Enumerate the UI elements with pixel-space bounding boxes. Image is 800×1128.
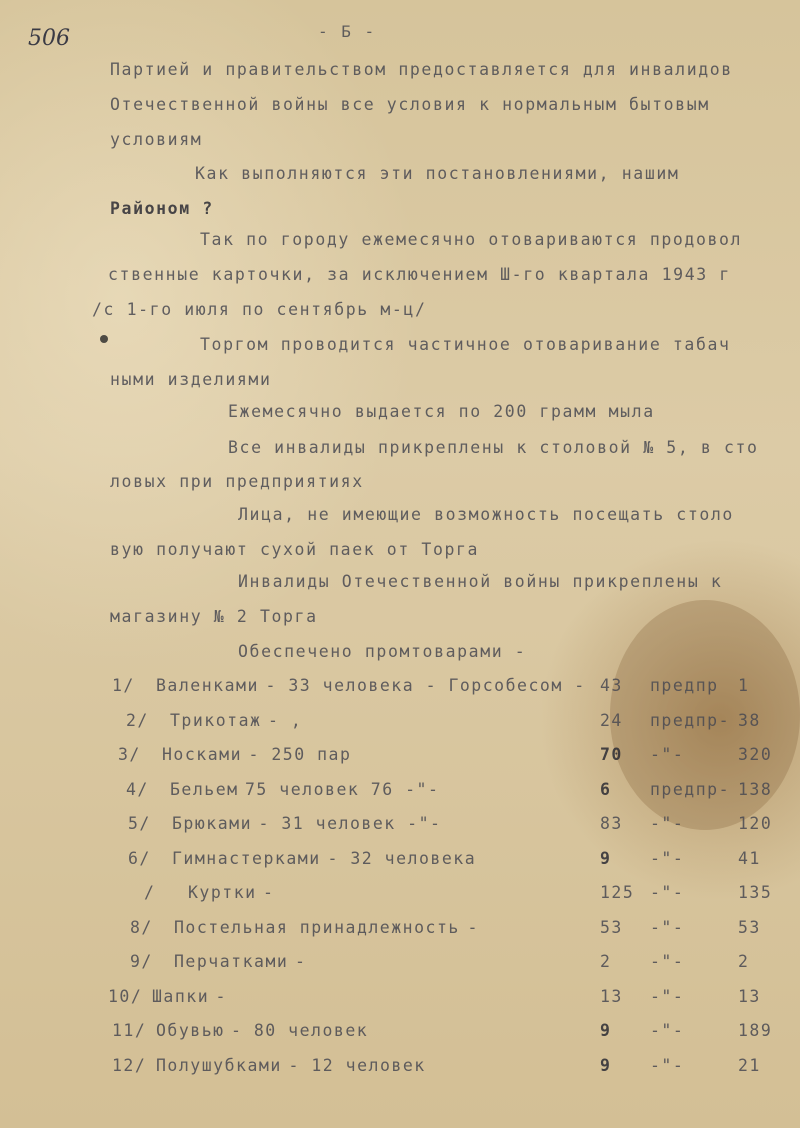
item-unit: -"- — [650, 814, 685, 833]
item-number: 3/ — [118, 745, 141, 764]
item-persons: - — [295, 952, 307, 971]
item-unit: -"- — [650, 1056, 685, 1075]
item-persons: - — [467, 918, 479, 937]
item-total: 120 — [738, 814, 773, 833]
item-name: Бельем — [170, 780, 239, 799]
item-unit: -"- — [650, 952, 685, 971]
item-number: 11/ — [112, 1021, 147, 1040]
item-qty: 43 — [600, 676, 623, 695]
item-number: 10/ — [108, 987, 143, 1006]
item-qty: 9 — [600, 849, 612, 868]
item-number: 12/ — [112, 1056, 147, 1075]
item-name: Носками — [162, 745, 243, 764]
paragraph-line: условиям — [110, 130, 203, 149]
item-persons: - — [215, 987, 227, 1006]
item-name: Постельная принадлежность — [174, 918, 460, 937]
item-persons: - 250 пар — [248, 745, 352, 764]
item-number: 1/ — [112, 676, 135, 695]
item-name: Брюками — [172, 814, 253, 833]
item-name: Гимнастерками — [172, 849, 321, 868]
item-number: 8/ — [130, 918, 153, 937]
item-unit: предпр- — [650, 711, 731, 730]
paragraph-line: Так по городу ежемесячно отовариваются продовол — [200, 230, 743, 249]
item-unit: -"- — [650, 849, 685, 868]
paragraph-line: Обеспечено промтоварами - — [238, 642, 527, 661]
item-total: 189 — [738, 1021, 773, 1040]
item-total: 53 — [738, 918, 761, 937]
paragraph-line: магазину № 2 Торга — [110, 607, 318, 626]
paragraph-line: Партией и правительством предоставляется для инвалидов — [110, 60, 733, 79]
item-total: 135 — [738, 883, 773, 902]
paragraph-line: Лица, не имеющие возможность посещать столо — [238, 505, 734, 524]
paragraph-line: Районом ? — [110, 199, 214, 218]
item-name: Куртки — [188, 883, 257, 902]
item-persons: - 80 человек — [231, 1021, 369, 1040]
item-name: Трикотаж — [170, 711, 262, 730]
paragraph-line: ственные карточки, за исключением Ш-го квартала 1943 г — [108, 265, 731, 284]
item-qty: 9 — [600, 1021, 612, 1040]
ink-dot — [100, 335, 108, 343]
item-total: 41 — [738, 849, 761, 868]
item-qty: 83 — [600, 814, 623, 833]
item-unit: -"- — [650, 745, 685, 764]
paragraph-line: ловых при предприятиях — [110, 472, 364, 491]
paragraph-line: Отечественной войны все условия к нормальным бытовым — [110, 95, 710, 114]
paragraph-line: Все инвалиды прикреплены к столовой № 5, в сто — [228, 438, 759, 457]
item-name: Полушубками — [156, 1056, 282, 1075]
item-persons: - 32 человека — [327, 849, 477, 868]
item-name: Обувью — [156, 1021, 225, 1040]
item-unit: предпр — [650, 676, 719, 695]
item-qty: 9 — [600, 1056, 612, 1075]
item-qty: 2 — [600, 952, 612, 971]
item-qty: 53 — [600, 918, 623, 937]
item-total: 38 — [738, 711, 761, 730]
item-total: 13 — [738, 987, 761, 1006]
corner-note: 506 — [28, 26, 70, 51]
item-total: 1 — [738, 676, 750, 695]
item-name: Перчатками — [174, 952, 289, 971]
paragraph-line: вую получают сухой паек от Торга — [110, 540, 480, 559]
item-name: Шапки — [152, 987, 210, 1006]
paragraph-line: Ежемесячно выдается по 200 грамм мыла — [228, 402, 655, 421]
item-unit: -"- — [650, 883, 685, 902]
item-unit: предпр- — [650, 780, 731, 799]
item-total: 2 — [738, 952, 750, 971]
item-name: Валенками — [156, 676, 259, 695]
item-total: 21 — [738, 1056, 761, 1075]
item-number: 9/ — [130, 952, 153, 971]
item-qty: 13 — [600, 987, 623, 1006]
item-number: 5/ — [128, 814, 151, 833]
paragraph-line: /с 1-го июля по сентябрь м-ц/ — [92, 300, 427, 319]
item-qty: 6 — [600, 780, 612, 799]
item-persons: - 12 человек — [288, 1056, 426, 1075]
item-number: 4/ — [126, 780, 149, 799]
paragraph-line: ными изделиями — [110, 370, 272, 389]
item-total: 138 — [738, 780, 773, 799]
item-number: 2/ — [126, 711, 149, 730]
item-number: / — [144, 883, 156, 902]
item-total: 320 — [738, 745, 773, 764]
item-persons: - , — [268, 711, 303, 730]
page-number: - Б - — [318, 22, 377, 41]
item-qty: 70 — [600, 745, 623, 764]
paragraph-line: Инвалиды Отечественной войны прикреплены к — [238, 572, 723, 591]
item-number: 6/ — [128, 849, 151, 868]
paragraph-line: Как выполняются эти постановлениями, нашим — [195, 164, 680, 183]
item-persons: - 31 человек -"- — [258, 814, 442, 833]
item-qty: 125 — [600, 883, 635, 902]
item-unit: -"- — [650, 918, 685, 937]
item-unit: -"- — [650, 987, 685, 1006]
item-qty: 24 — [600, 711, 623, 730]
item-persons: - 33 человека - Горсобесом - — [265, 676, 586, 695]
item-persons: - — [263, 883, 275, 902]
item-persons: 75 человек 76 -"- — [245, 780, 440, 799]
paragraph-line: Торгом проводится частичное отоваривание табач — [200, 335, 731, 354]
item-unit: -"- — [650, 1021, 685, 1040]
